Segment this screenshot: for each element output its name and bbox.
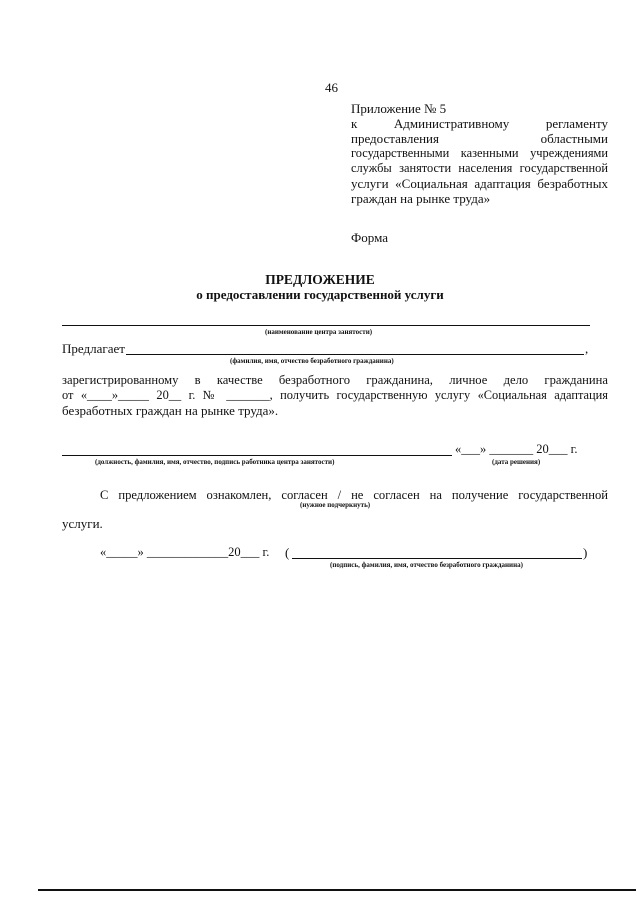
agreement-line-2: услуги. xyxy=(62,516,103,531)
decision-date[interactable]: «___» _______ 20___ г. xyxy=(455,442,578,456)
appendix-line-4: государственными казенными учреждениями xyxy=(351,146,608,160)
page-bottom-rule xyxy=(38,889,636,891)
signature-date[interactable]: «_____» _____________20___ г. xyxy=(100,545,270,559)
form-label: Форма xyxy=(351,230,388,245)
body-line-3: безработных граждан на рынке труда». xyxy=(62,403,279,418)
decision-date-caption: (дата решения) xyxy=(492,458,541,466)
appendix-line-2: к Административному регламенту xyxy=(351,116,608,131)
appendix-line-6: услуги «Социальная адаптация безработных xyxy=(351,176,608,191)
document-title: ПРЕДЛОЖЕНИЕ xyxy=(265,272,375,287)
agreement-caption: (нужное подчеркнуть) xyxy=(300,501,371,509)
official-signature-caption: (должность, фамилия, имя, отчество, подпись работника центра занятости) xyxy=(95,458,335,466)
signature-close-paren: ) xyxy=(583,545,588,560)
appendix-line-1: Приложение № 5 xyxy=(351,101,447,116)
citizen-name-caption: (фамилия, имя, отчество безработного гражданина) xyxy=(230,357,394,365)
body-line-1: зарегистрированному в качестве безработного гражданина, личное дело гражданина xyxy=(62,373,608,387)
document-subtitle: о предоставлении государственной услуги xyxy=(196,287,444,302)
page-number: 46 xyxy=(325,80,338,95)
appendix-block xyxy=(351,101,608,206)
citizen-signature-field[interactable] xyxy=(292,558,582,559)
appendix-line-5: службы занятости населения государственной xyxy=(351,161,608,175)
offer-label: Предлагает xyxy=(62,341,125,356)
citizen-signature-caption: (подпись, фамилия, имя, отчество безработного гражданина) xyxy=(330,561,523,569)
agreement-line-1: С предложением ознакомлен, согласен / не согласен на получение государственной xyxy=(100,488,608,502)
offer-comma: , xyxy=(585,341,589,356)
official-signature-field[interactable] xyxy=(62,455,452,456)
body-line-2: от «____»_____ 20__ г. № _______, получить государственную услугу «Социальная адаптация xyxy=(62,388,608,402)
citizen-name-field[interactable] xyxy=(126,354,584,355)
appendix-line-3: предоставления областными xyxy=(351,131,608,146)
center-name-caption: (наименование центра занятости) xyxy=(265,328,373,336)
body-paragraph xyxy=(62,373,608,418)
center-name-field[interactable] xyxy=(62,325,590,326)
signature-open-paren: ( xyxy=(285,545,290,560)
appendix-line-7: граждан на рынке труда» xyxy=(351,191,491,206)
